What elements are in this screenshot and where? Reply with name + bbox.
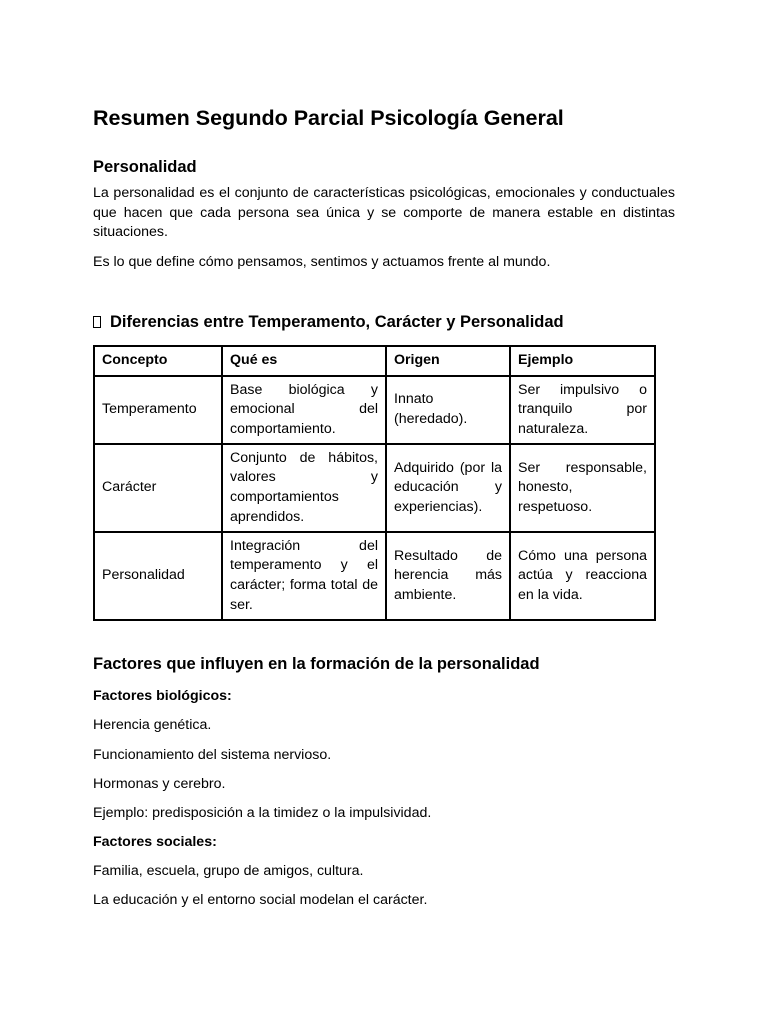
table-cell: Base biológica y emocional del comportamiento. bbox=[222, 376, 386, 444]
table-cell: Personalidad bbox=[94, 532, 222, 620]
paragraph-personalidad-definition: La personalidad es el conjunto de características psicológicas, emocionales y conductuales que hacen que cada persona sea única y se comporte de manera estable en distintas situaciones. bbox=[93, 185, 675, 241]
checkbox-box-icon bbox=[93, 316, 101, 328]
table-cell: Ser impulsivo o tranquilo por naturaleza. bbox=[510, 376, 655, 444]
table-header-cell: Qué es bbox=[222, 346, 386, 376]
table-header-cell: Concepto bbox=[94, 346, 222, 376]
table-cell: Temperamento bbox=[94, 376, 222, 444]
table-cell: Carácter bbox=[94, 444, 222, 532]
list-item: Funcionamiento del sistema nervioso. bbox=[93, 747, 332, 763]
table-cell: Adquirido (por la educación y experiencias). bbox=[386, 444, 510, 532]
table-cell: Resultado de herencia más ambiente. bbox=[386, 532, 510, 620]
table-row bbox=[94, 444, 655, 532]
table-cell: Innato (heredado). bbox=[386, 376, 510, 444]
list-item: La educación y el entorno social modelan el carácter. bbox=[93, 892, 428, 908]
table-cell: Conjunto de hábitos, valores y comportamientos aprendidos. bbox=[222, 444, 386, 532]
page-title: Resumen Segundo Parcial Psicología General bbox=[93, 106, 564, 130]
table-header-cell: Origen bbox=[386, 346, 510, 376]
section-heading-diferencias bbox=[93, 313, 564, 332]
subheading-factores-sociales: Factores sociales: bbox=[93, 834, 217, 850]
table-row bbox=[94, 532, 655, 620]
list-item: Herencia genética. bbox=[93, 717, 212, 733]
table-cell: Integración del temperamento y el carácter; forma total de ser. bbox=[222, 532, 386, 620]
section-heading-factores: Factores que influyen en la formación de la personalidad bbox=[93, 655, 540, 673]
table-header-cell: Ejemplo bbox=[510, 346, 655, 376]
list-item: Familia, escuela, grupo de amigos, cultura. bbox=[93, 863, 364, 879]
differences-table bbox=[93, 345, 656, 621]
subheading-factores-biologicos: Factores biológicos: bbox=[93, 688, 232, 704]
table-header-row bbox=[94, 346, 655, 376]
paragraph-personalidad-summary: Es lo que define cómo pensamos, sentimos y actuamos frente al mundo. bbox=[93, 254, 551, 270]
table-cell: Cómo una persona actúa y reacciona en la vida. bbox=[510, 532, 655, 620]
table-cell: Ser responsable, honesto, respetuoso. bbox=[510, 444, 655, 532]
section-heading-personalidad: Personalidad bbox=[93, 158, 197, 176]
section-heading-diferencias-text: Diferencias entre Temperamento, Carácter y Personalidad bbox=[110, 313, 564, 331]
list-item: Ejemplo: predisposición a la timidez o la impulsividad. bbox=[93, 805, 432, 821]
list-item: Hormonas y cerebro. bbox=[93, 776, 226, 792]
table-row bbox=[94, 376, 655, 444]
